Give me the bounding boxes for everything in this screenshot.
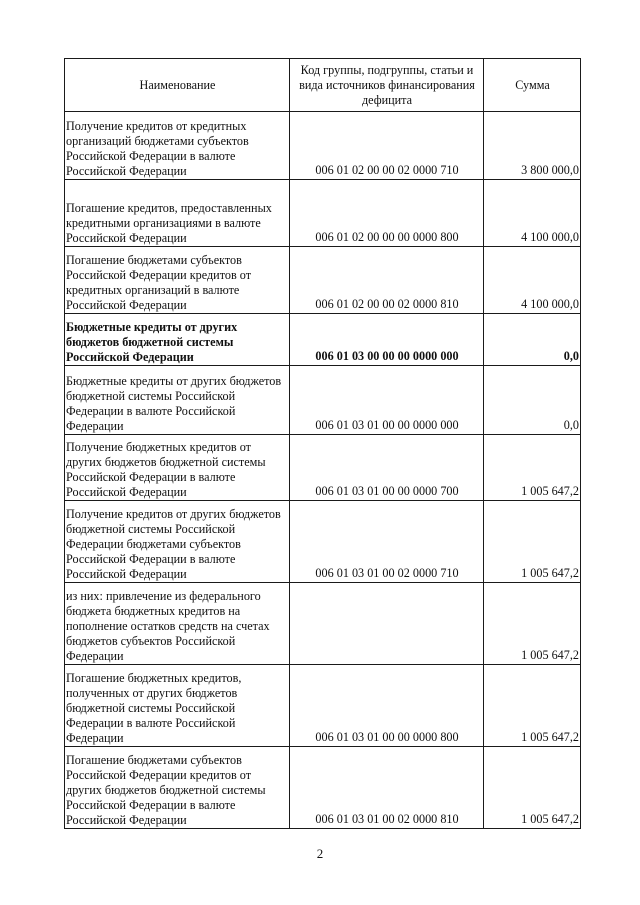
- row-code: 006 01 02 00 00 02 0000 810: [290, 247, 484, 314]
- row-code: 006 01 03 01 00 02 0000 810: [290, 747, 484, 829]
- row-code: 006 01 03 01 00 02 0000 710: [290, 501, 484, 583]
- financing-sources-table-container: [64, 58, 580, 829]
- page-number: 2: [316, 846, 324, 861]
- row-name: Погашение кредитов, предоставленных кредитными организациями в валюте Российской Федерации: [65, 180, 290, 247]
- table-row: [65, 583, 581, 665]
- row-sum: 3 800 000,0: [484, 112, 581, 180]
- header-name: Наименование: [65, 59, 290, 112]
- row-name: Бюджетные кредиты от других бюджетов бюджетной системы Российской Федерации в валюте Российской Федерации: [65, 366, 290, 435]
- table-row: [65, 435, 581, 501]
- financing-sources-table: [64, 58, 581, 829]
- row-code: 006 01 03 01 00 00 0000 800: [290, 665, 484, 747]
- header-sum: Сумма: [484, 59, 581, 112]
- row-code: 006 01 03 01 00 00 0000 700: [290, 435, 484, 501]
- table-header-row: [65, 59, 581, 112]
- row-sum: 1 005 647,2: [484, 583, 581, 665]
- row-code: [290, 583, 484, 665]
- table-row: [65, 665, 581, 747]
- row-name: Получение кредитов от других бюджетов бюджетной системы Российской Федерации бюджетами субъектов Российской Федерации в валюте Российской Федерации: [65, 501, 290, 583]
- row-name: Погашение бюджетами субъектов Российской Федерации кредитов от кредитных организаций в валюте Российской Федерации: [65, 247, 290, 314]
- row-code: 006 01 02 00 00 00 0000 800: [290, 180, 484, 247]
- row-code: 006 01 03 01 00 00 0000 000: [290, 366, 484, 435]
- table-row: [65, 247, 581, 314]
- row-name: Бюджетные кредиты от других бюджетов бюджетной системы Российской Федерации: [65, 314, 290, 366]
- row-sum: 0,0: [484, 314, 581, 366]
- row-sum: 4 100 000,0: [484, 180, 581, 247]
- row-name: Получение бюджетных кредитов от других бюджетов бюджетной системы Российской Федерации в валюте Российской Федерации: [65, 435, 290, 501]
- row-sum: 1 005 647,2: [484, 435, 581, 501]
- row-sum: 1 005 647,2: [484, 665, 581, 747]
- row-sum: 1 005 647,2: [484, 501, 581, 583]
- row-code: 006 01 02 00 00 02 0000 710: [290, 112, 484, 180]
- table-row: [65, 112, 581, 180]
- row-sum: 4 100 000,0: [484, 247, 581, 314]
- table-row-section: [65, 314, 581, 366]
- row-name: Погашение бюджетами субъектов Российской Федерации кредитов от других бюджетов бюджетной системы Российской Федерации в валюте Российской Федерации: [65, 747, 290, 829]
- row-name: Погашение бюджетных кредитов, полученных от других бюджетов бюджетной системы Российской Федерации в валюте Российской Федерации: [65, 665, 290, 747]
- table-row: [65, 747, 581, 829]
- row-code: 006 01 03 00 00 00 0000 000: [290, 314, 484, 366]
- row-name: из них: привлечение из федерального бюджета бюджетных кредитов на пополнение остатков средств на счетах бюджетов субъектов Российской Федерации: [65, 583, 290, 665]
- row-name: Получение кредитов от кредитных организаций бюджетами субъектов Российской Федерации в валюте Российской Федерации: [65, 112, 290, 180]
- table-row: [65, 501, 581, 583]
- row-sum: 0,0: [484, 366, 581, 435]
- row-sum: 1 005 647,2: [484, 747, 581, 829]
- table-row: [65, 366, 581, 435]
- header-code: Код группы, подгруппы, статьи и вида источников финансирования дефицита: [290, 59, 484, 112]
- table-row: [65, 180, 581, 247]
